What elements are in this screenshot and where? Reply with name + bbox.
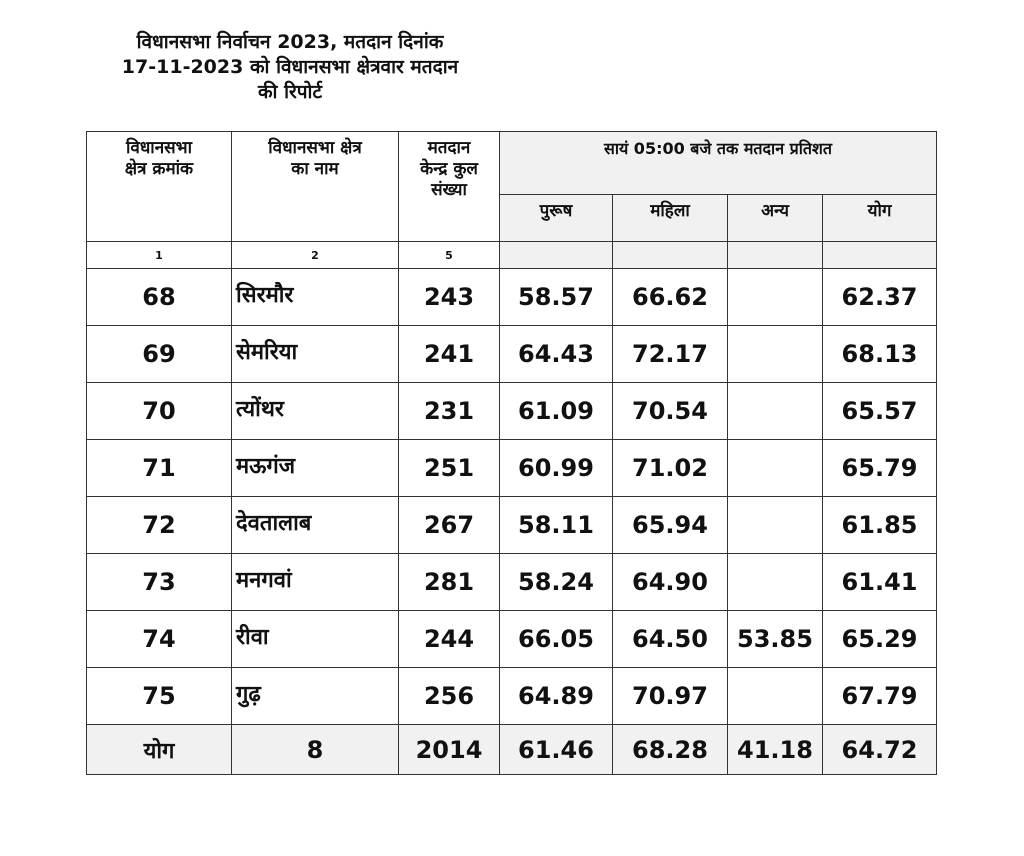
table-row — [87, 497, 937, 554]
title-line-3: की रिपोर्ट — [257, 81, 323, 103]
cell-other — [728, 383, 823, 440]
index-cell — [613, 242, 728, 269]
cell-male: 64.89 — [500, 668, 613, 725]
cell-other — [728, 440, 823, 497]
cell-no: 70 — [87, 383, 232, 440]
cell-name: त्योंथर — [232, 383, 399, 440]
table-row — [87, 269, 937, 326]
header-other: अन्य — [728, 195, 823, 242]
header-text: विधानसभा — [126, 138, 192, 158]
header-text: मतदान — [427, 138, 471, 158]
cell-other — [728, 326, 823, 383]
index-row — [87, 242, 937, 269]
cell-female: 72.17 — [613, 326, 728, 383]
cell-male: 58.57 — [500, 269, 613, 326]
cell-name: मनगवां — [232, 554, 399, 611]
cell-male: 61.09 — [500, 383, 613, 440]
totals-row — [87, 725, 937, 775]
index-cell — [500, 242, 613, 269]
cell-total: 65.57 — [823, 383, 937, 440]
totals-other: 41.18 — [728, 725, 823, 775]
cell-name: रीवा — [232, 611, 399, 668]
header-text: केन्द्र कुल — [420, 159, 478, 179]
cell-centres: 243 — [399, 269, 500, 326]
cell-centres: 241 — [399, 326, 500, 383]
cell-centres: 231 — [399, 383, 500, 440]
cell-centres: 281 — [399, 554, 500, 611]
cell-male: 64.43 — [500, 326, 613, 383]
title-line-2: 17-11-2023 को विधानसभा क्षेत्रवार मतदान — [121, 56, 459, 78]
cell-female: 71.02 — [613, 440, 728, 497]
table-row — [87, 668, 937, 725]
cell-name: देवतालाब — [232, 497, 399, 554]
title-line-1: विधानसभा निर्वाचन 2023, मतदान दिनांक — [136, 31, 444, 53]
header-total: योग — [823, 195, 937, 242]
cell-female: 64.50 — [613, 611, 728, 668]
cell-total: 61.41 — [823, 554, 937, 611]
polling-table — [86, 131, 937, 775]
cell-male: 60.99 — [500, 440, 613, 497]
cell-male: 66.05 — [500, 611, 613, 668]
cell-female: 65.94 — [613, 497, 728, 554]
cell-name: गुढ़ — [232, 668, 399, 725]
index-cell: 5 — [399, 242, 500, 269]
index-cell — [728, 242, 823, 269]
cell-centres: 267 — [399, 497, 500, 554]
cell-total: 68.13 — [823, 326, 937, 383]
cell-total: 65.29 — [823, 611, 937, 668]
cell-total: 61.85 — [823, 497, 937, 554]
header-row-1 — [87, 132, 937, 195]
totals-label: योग — [87, 725, 232, 775]
cell-other — [728, 668, 823, 725]
cell-female: 70.97 — [613, 668, 728, 725]
index-cell: 2 — [232, 242, 399, 269]
header-constituency-name — [232, 132, 399, 242]
table-row — [87, 326, 937, 383]
cell-female: 64.90 — [613, 554, 728, 611]
table-row — [87, 554, 937, 611]
totals-count: 8 — [232, 725, 399, 775]
cell-no: 72 — [87, 497, 232, 554]
table-row — [87, 383, 937, 440]
table-row — [87, 611, 937, 668]
cell-other: 53.85 — [728, 611, 823, 668]
cell-total: 65.79 — [823, 440, 937, 497]
totals-centres: 2014 — [399, 725, 500, 775]
cell-other — [728, 269, 823, 326]
header-text: क्षेत्र क्रमांक — [124, 159, 194, 179]
header-female: महिला — [613, 195, 728, 242]
cell-no: 75 — [87, 668, 232, 725]
index-cell: 1 — [87, 242, 232, 269]
report-title — [70, 30, 510, 105]
cell-female: 66.62 — [613, 269, 728, 326]
cell-no: 74 — [87, 611, 232, 668]
header-male: पुरूष — [500, 195, 613, 242]
cell-female: 70.54 — [613, 383, 728, 440]
cell-centres: 251 — [399, 440, 500, 497]
header-constituency-no — [87, 132, 232, 242]
index-cell — [823, 242, 937, 269]
cell-no: 69 — [87, 326, 232, 383]
cell-name: मऊगंज — [232, 440, 399, 497]
cell-name: सेमरिया — [232, 326, 399, 383]
cell-name: सिरमौर — [232, 269, 399, 326]
cell-total: 67.79 — [823, 668, 937, 725]
table-row — [87, 440, 937, 497]
header-text: का नाम — [291, 159, 339, 179]
totals-male: 61.46 — [500, 725, 613, 775]
totals-total: 64.72 — [823, 725, 937, 775]
header-text: विधानसभा क्षेत्र — [268, 138, 362, 158]
cell-no: 68 — [87, 269, 232, 326]
cell-male: 58.11 — [500, 497, 613, 554]
cell-other — [728, 554, 823, 611]
cell-other — [728, 497, 823, 554]
header-text: संख्या — [431, 180, 467, 200]
header-group-percentage: सायं 05:00 बजे तक मतदान प्रतिशत — [500, 132, 937, 195]
cell-centres: 244 — [399, 611, 500, 668]
cell-no: 71 — [87, 440, 232, 497]
cell-total: 62.37 — [823, 269, 937, 326]
cell-male: 58.24 — [500, 554, 613, 611]
cell-no: 73 — [87, 554, 232, 611]
totals-female: 68.28 — [613, 725, 728, 775]
header-polling-centres — [399, 132, 500, 242]
cell-centres: 256 — [399, 668, 500, 725]
